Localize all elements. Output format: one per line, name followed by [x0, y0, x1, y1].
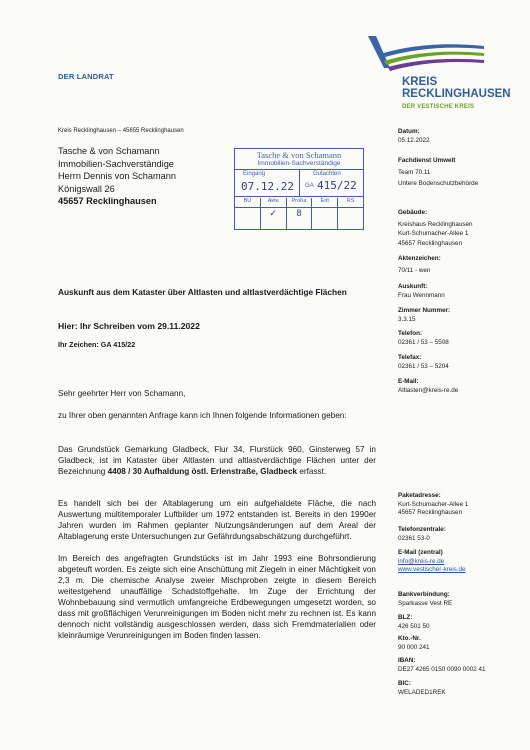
stamp-col-rs: RS: [346, 198, 355, 204]
gebaeude-line3: 45657 Recklinghausen: [398, 239, 463, 247]
sidebar-fachdienst: [398, 157, 478, 189]
greeting: Sehr geehrter Herr von Schamann,: [58, 389, 186, 398]
sidebar-email: [398, 378, 458, 395]
sidebar-gebaeude: [398, 209, 473, 248]
landrat-label: DER LANDRAT: [58, 72, 114, 81]
bank-value: Sparkasse Vest RE: [398, 599, 453, 607]
p2-designation: 4408 / 30 Aufhaldung östl. Erlenstraße, Gladbeck: [107, 467, 298, 476]
paragraph-grundstueck: [58, 444, 376, 477]
kreis-line1: KREIS: [402, 76, 438, 88]
stamp-mark-bu: [235, 208, 261, 229]
stamp-ga: GA: [305, 183, 314, 189]
datum-value: 05.12.2022: [398, 136, 430, 144]
p2-end: erfasst.: [297, 467, 327, 476]
recipient-line4: Königswall 26: [58, 183, 115, 194]
stamp-number: 415/22: [317, 179, 357, 192]
zimmer-label: Zimmer Nummer:: [398, 307, 451, 314]
iban-value: DE27 4265 0150 0090 0002 41: [398, 665, 486, 673]
auskunft-label: Auskunft:: [398, 283, 428, 290]
gebaeude-label: Gebäude:: [398, 209, 428, 216]
recipient-line1: Tasche & von Schamann: [58, 146, 160, 156]
receipt-stamp: [234, 148, 364, 230]
sidebar-iban: [398, 657, 486, 674]
gebaeude-line1: Kreishaus Recklinghausen: [398, 220, 473, 228]
blz-label: BLZ:: [398, 614, 413, 621]
fachdienst-label: Fachdienst Umwelt: [398, 157, 456, 164]
bank-label: Bankverbindung:: [398, 591, 450, 598]
stamp-col-bu: BU: [235, 198, 261, 207]
p2-text: Das Grundstück Gemarkung Gladbeck, Flur 34, Flurstück 960, Ginsterweg 57 in Gladbeck, ist im Kataster über Altlasten und altlastverdächtige Flächen unter der Bezeichnung: [58, 445, 376, 476]
recipient-line5: 45657 Recklinghausen: [58, 196, 157, 206]
email-label: E-Mail:: [398, 378, 419, 385]
akten-label: Aktenzeichen:: [398, 255, 441, 262]
sidebar-aktenzeichen: [398, 255, 441, 275]
iban-label: IBAN:: [398, 657, 416, 664]
sidebar-datum: [398, 128, 430, 145]
kreis-name: [402, 76, 511, 100]
sidebar-paket: [398, 492, 468, 518]
paragraph-bohrsondierung: Im Bereich des angefragten Grundstücks ist im Jahr 1993 eine Bohrsondierung abgeteuft worden. Es zeigte sich eine Anschüttung mit Ziegeln in einer Mächtigkeit von 2,3 m. Die chemische Analyse zweier Mischproben zeigte in diesem Bereich weitestgehend unauffällige Schadstoffgehalte. Im Zuge der Errichtung der Wohnbebauung sind vermutlich umfangreiche Erdbewegungen umgesetzt worden, so dass mit großflächigen Verunreinigungen im Boden nicht mehr zu rechnen ist. Es kann dennoch nicht vollständig ausgeschlossen werden, dass sich Fremdmaterialien oder kleinräumige Verunreinigungen im Boden finden lassen.: [58, 554, 376, 640]
info-email-link[interactable]: info@kreis-re.de: [398, 557, 445, 565]
stamp-gutachten: Gutachten: [313, 171, 341, 177]
auskunft-value: Frau Wennmann: [398, 291, 445, 299]
website-link[interactable]: www.vestischer-kreis.de: [398, 566, 466, 574]
sidebar-zimmer: [398, 307, 450, 324]
sidebar-email-zentral: [398, 549, 466, 575]
sidebar-kto: [398, 635, 430, 652]
kto-value: 90 000 241: [398, 643, 430, 651]
stamp-col-prossa: Proßa: [287, 198, 313, 207]
sidebar-telefax: [398, 354, 449, 371]
sidebar-zentrale: [398, 526, 446, 543]
zimmer-value: 3.3.15: [398, 315, 416, 323]
telefon-value: 02361 / 53 – 5508: [398, 338, 449, 346]
sidebar-bank: [398, 591, 452, 608]
stamp-col-erit: Erit: [312, 198, 338, 207]
datum-label: Datum:: [398, 128, 420, 135]
paragraph-intro: zu Ihrer oben genannten Anfrage kann ich Ihnen folgende Informationen geben:: [58, 411, 347, 420]
paket-line2: 45657 Recklinghausen: [398, 509, 463, 517]
stamp-eingang: Eingang: [243, 171, 266, 177]
letter-subject: Auskunft aus dem Kataster über Altlasten und altlastverdächtige Flächen: [58, 287, 347, 297]
paket-line1: Kurt-Schumacher-Allee 1: [398, 500, 469, 508]
sidebar-bic: [398, 680, 446, 697]
recipient-address: [58, 145, 176, 208]
stamp-subtitle: Immobilien-Sachverständige: [235, 160, 363, 170]
sender-line: Kreis Recklinghausen – 45655 Recklinghausen: [58, 128, 184, 134]
recipient-line2: Immobilien-Sachverständige: [58, 158, 174, 169]
stamp-date: 07.12.22: [241, 180, 294, 193]
kto-label: Kto.-Nr.: [398, 635, 421, 642]
bic-value: WELADED1REK: [398, 688, 446, 696]
gebaeude-line2: Kurt-Schumacher-Allee 1: [398, 230, 469, 238]
paket-label: Paketadresse:: [398, 492, 441, 499]
stamp-mark-prossa: 8: [287, 208, 313, 229]
telefon-label: Telefon:: [398, 330, 423, 337]
sidebar-blz: [398, 614, 430, 631]
your-reference: Ihr Zeichen: GA 415/22: [58, 340, 136, 349]
emailz-label: E-Mail (zentral): [398, 549, 443, 556]
kreis-subtitle: DER VESTISCHE KREIS: [402, 104, 475, 110]
sidebar-auskunft: [398, 283, 445, 300]
stamp-title: Tasche & von Schamann: [256, 150, 342, 160]
telefax-label: Telefax:: [398, 354, 422, 361]
akten-value: 70/11 - wen: [398, 266, 431, 274]
recipient-line3: Herrn Dennis von Schamann: [58, 171, 176, 181]
team-value: Team 70.11: [398, 168, 431, 176]
zentrale-label: Telefonzentrale:: [398, 526, 446, 533]
email-value[interactable]: Altlasten@kreis-re.de: [398, 386, 459, 394]
reference-line: Hier: Ihr Schreiben vom 29.11.2022: [58, 321, 200, 331]
sidebar-telefon: [398, 330, 449, 347]
telefax-value: 02361 / 53 – 5204: [398, 362, 449, 370]
bic-label: BIC:: [398, 680, 411, 687]
stamp-col-akte: Akte: [261, 198, 287, 207]
stamp-mark-rs: [338, 208, 363, 229]
paragraph-altablagerung: Es handelt sich bei der Altablagerung um ein aufgehaldete Fläche, die nach Auswertung multitemporaler Luftbilder um 1972 entstanden ist. Bereits in den 1990er Jahren wurden im Rahmen geplanter Nutzungsänderungen auf dem Areal der Altablagerung erste Untersuchungen zur Gefährdungsabschätzung durchgeführt.: [58, 499, 376, 541]
kreis-logo-icon: [366, 34, 486, 74]
kreis-line2: RECKLINGHAUSEN: [402, 88, 511, 100]
stamp-mark-erit: [312, 208, 338, 229]
stamp-mark-akte: ✓: [261, 208, 287, 229]
behoerde-value: Untere Bodenschutzbehörde: [398, 180, 479, 188]
blz-value: 426 501 50: [398, 622, 430, 630]
zentrale-value: 02361 53-0: [398, 534, 430, 542]
